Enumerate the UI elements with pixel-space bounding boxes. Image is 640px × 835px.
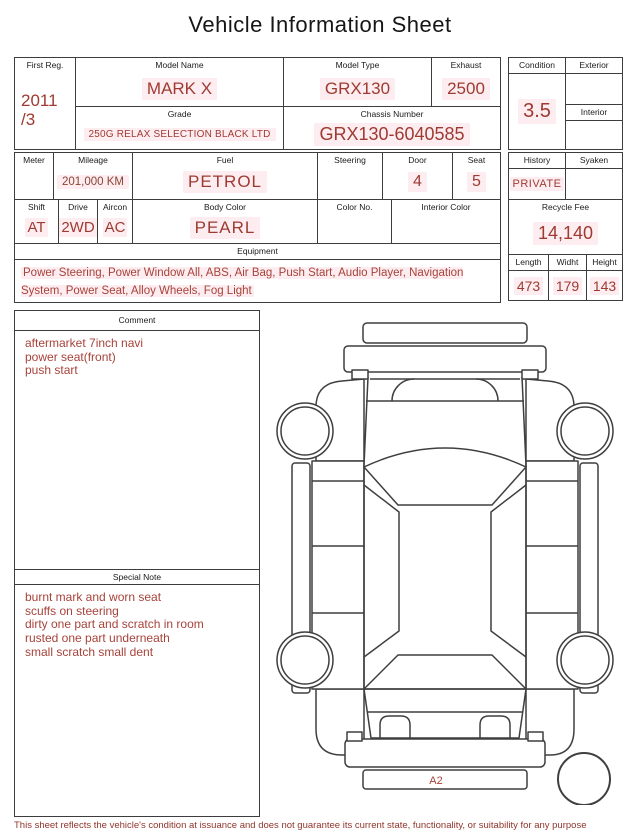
left-roof-rail [364, 485, 399, 657]
special-note-line: small scratch small dent [25, 644, 154, 659]
left-wheel-arch-arc [392, 379, 414, 401]
interior-label: Interior [566, 105, 622, 121]
wheel-rear-right [557, 632, 613, 688]
shift-label: Shift [27, 201, 45, 212]
footer-disclaimer: This sheet reflects the vehicle's condition at issuance and does not guarantee its current state, functionality, or suitability for any purpose [14, 820, 587, 831]
history-label: History [509, 153, 565, 169]
cell-exterior [566, 58, 622, 104]
first-reg-label: First Reg. [26, 60, 64, 70]
rear-window [364, 655, 526, 689]
drive-value: 2WD [61, 219, 95, 237]
cell-recycle-fee [509, 199, 622, 254]
cell-color-no [317, 200, 391, 243]
length-label: Length [509, 255, 548, 271]
model-info-table [14, 57, 501, 150]
cell-mileage [53, 153, 132, 199]
cell-history [509, 153, 565, 199]
history-value: PRIVATE [510, 177, 565, 191]
first-reg-year: 2011 [21, 91, 58, 110]
comment-line: power seat(front) [25, 349, 116, 364]
grade-value: 250G RELAX SELECTION BLACK LTD [84, 128, 276, 141]
meter-label: Meter [23, 155, 45, 165]
drive-label: Drive [68, 201, 88, 212]
aircon-label: Aircon [102, 201, 128, 212]
car-diagram [268, 315, 638, 805]
wheel-outer [557, 403, 613, 459]
shift-value: AT [27, 219, 46, 237]
wheel-front-left [277, 403, 333, 459]
car-diagram-shapes [277, 323, 613, 805]
condition-label: Condition [509, 58, 565, 74]
exhaust-label: Exhaust [450, 60, 482, 70]
model-type-label: Model Type [335, 60, 380, 70]
details-table [14, 152, 501, 303]
cell-meter [15, 153, 53, 199]
cell-equipment [15, 243, 500, 302]
cell-condition [509, 58, 565, 149]
special-note-title: Special Note [15, 569, 259, 585]
right-wheel-arch-arc [476, 379, 498, 401]
height-value: 143 [590, 277, 619, 295]
cell-interior-color [391, 200, 500, 243]
cell-syaken [565, 153, 622, 199]
recycle-fee-label: Recycle Fee [541, 202, 590, 212]
comment-body [15, 331, 259, 569]
fuel-label: Fuel [216, 155, 234, 165]
wheel-outer [277, 403, 333, 459]
cell-drive [58, 200, 97, 243]
exhaust-value: 2500 [442, 78, 490, 100]
wheel-outer [277, 632, 333, 688]
grade-label: Grade [167, 109, 192, 119]
comment-line: aftermarket 7inch navi [25, 336, 144, 350]
front-strip [363, 323, 527, 343]
wheel-rear-left [277, 632, 333, 688]
fuel-value: PETROL [183, 171, 267, 193]
chassis-number-value: GRX130-6040585 [314, 123, 469, 146]
comment-line: push start [25, 363, 78, 378]
condition-value: 3.5 [518, 99, 556, 124]
cell-height [586, 255, 622, 300]
exterior-label: Exterior [566, 58, 622, 74]
front-bumper-left-tab [352, 370, 368, 379]
cell-body-color [132, 200, 317, 243]
right-tail-light [480, 716, 510, 738]
body-color-value: PEARL [190, 217, 261, 239]
aircon-value: AC [104, 219, 126, 237]
first-reg-month: /3 [21, 110, 36, 129]
rear-bumper-right-tab [528, 732, 543, 741]
special-note-line: rusted one part underneath [25, 631, 170, 646]
comment-panel [14, 310, 260, 817]
page-title: Vehicle Information Sheet [188, 12, 452, 37]
history-table [508, 152, 623, 301]
body-color-label: Body Color [203, 201, 247, 212]
cell-grade [76, 107, 283, 149]
cell-model-name [76, 58, 283, 106]
wheel-outer [557, 632, 613, 688]
cell-seat [452, 153, 500, 199]
cell-shift [15, 200, 58, 243]
front-bumper-right-tab [522, 370, 538, 379]
recycle-fee-value: 14,140 [533, 222, 598, 245]
cell-exhaust [431, 58, 500, 106]
cell-interior [566, 104, 622, 149]
equipment-value: Power Steering, Power Window All, ABS, Air Bag, Push Start, Audio Player, Navigation System, Power Seat, Alloy Wheels, Fog Light [21, 267, 464, 297]
syaken-label: Syaken [566, 153, 622, 169]
steering-label: Steering [334, 155, 366, 165]
special-note-line: burnt mark and worn seat [25, 590, 162, 604]
right-roof-rail [491, 485, 526, 657]
mileage-label: Mileage [78, 155, 108, 165]
rear-bumper [345, 739, 545, 767]
color-no-label: Color No. [336, 201, 373, 212]
door-value: 4 [408, 172, 427, 192]
windshield [364, 448, 526, 505]
length-value: 473 [514, 277, 543, 295]
special-note-line: dirty one part and scratch in room [25, 617, 204, 632]
left-tail-light [380, 716, 410, 738]
cell-fuel [132, 153, 317, 199]
cell-steering [317, 153, 382, 199]
front-bumper [344, 346, 546, 372]
cell-door [382, 153, 452, 199]
rear-strip [363, 770, 527, 789]
width-value: 179 [553, 277, 582, 295]
mileage-value: 201,000 KM [57, 175, 129, 189]
rear-bumper-left-tab [347, 732, 362, 741]
cell-width [548, 255, 586, 300]
seat-label: Seat [467, 155, 486, 165]
model-name-value: MARK X [142, 78, 217, 100]
chassis-number-label: Chassis Number [360, 109, 424, 119]
cell-first-reg [15, 58, 75, 149]
model-name-label: Model Name [155, 60, 204, 70]
special-note-body [15, 585, 259, 816]
height-label: Height [587, 255, 622, 271]
damage-marker-a2: A2 [429, 775, 443, 787]
width-label: Widht [549, 255, 586, 271]
door-label: Door [408, 155, 427, 165]
comment-title: Comment [15, 311, 259, 331]
special-note-line: scuffs on steering [25, 603, 119, 618]
wheel-front-right [557, 403, 613, 459]
equipment-label: Equipment [15, 244, 500, 260]
cell-aircon [97, 200, 132, 243]
cell-length [509, 255, 548, 300]
model-type-value: GRX130 [320, 78, 395, 100]
spare-tire-circle [558, 753, 610, 805]
cell-model-type [283, 58, 431, 106]
condition-table [508, 57, 623, 150]
cell-chassis-number [283, 107, 500, 149]
seat-value: 5 [467, 172, 486, 192]
interior-color-label: Interior Color [421, 201, 471, 212]
trunk [364, 689, 526, 738]
